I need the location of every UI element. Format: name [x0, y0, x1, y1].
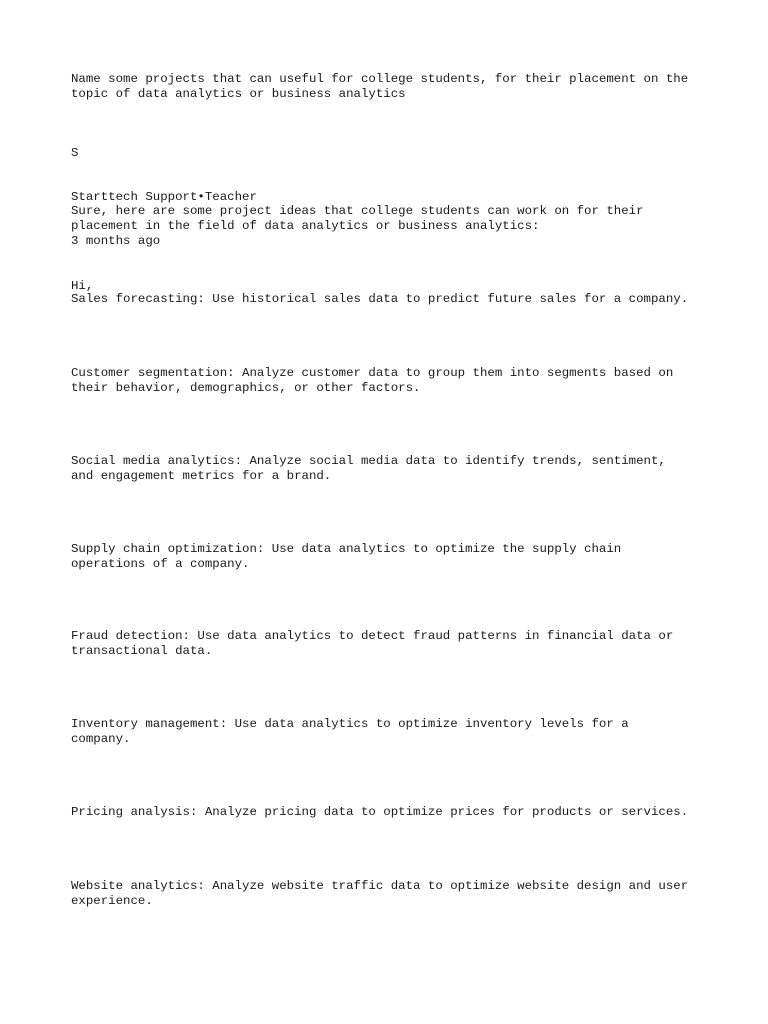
list-item: Fraud detection: Use data analytics to detect fraud patterns in financial data or transactional data. — [71, 629, 674, 658]
list-item: Inventory management: Use data analytics to optimize inventory levels for a company. — [71, 717, 629, 746]
greeting: Hi, — [71, 278, 94, 293]
list-item: Customer segmentation: Analyze customer data to group them into segments based on their behavior, demographics, or other factors. — [71, 366, 674, 395]
list-item: Social media analytics: Analyze social media data to identify trends, sentiment, and engagement metrics for a brand. — [71, 454, 666, 483]
list-item: Website analytics: Analyze website traffic data to optimize website design and user experience. — [71, 879, 689, 908]
avatar: S — [71, 145, 79, 160]
question-text: Name some projects that can useful for college students, for their placement on the topic of data analytics or business analytics — [71, 72, 689, 101]
author-name: Starttech Support•Teacher — [71, 189, 257, 204]
list-item: Sales forecasting: Use historical sales data to predict future sales for a company. — [71, 292, 689, 306]
list-item: Supply chain optimization: Use data analytics to optimize the supply chain operations of a company. — [71, 542, 622, 571]
list-item: Pricing analysis: Analyze pricing data to optimize prices for products or services. — [71, 805, 689, 819]
timestamp: 3 months ago — [71, 234, 161, 249]
answer-intro: Sure, here are some project ideas that college students can work on for their placement in the field of data analytics or business analytics: — [71, 204, 644, 233]
